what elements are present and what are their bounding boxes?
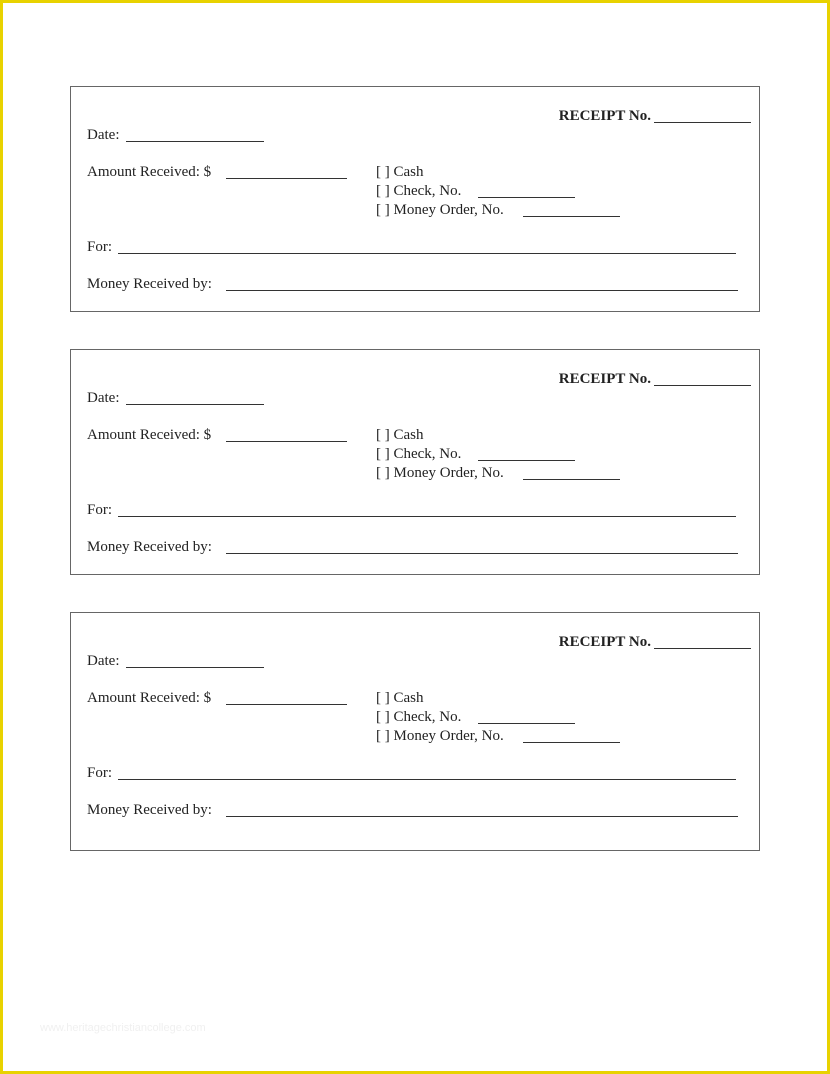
money-order-number-field[interactable]	[523, 479, 620, 480]
cash-checkbox[interactable]: [ ] Cash	[376, 164, 424, 180]
check-checkbox[interactable]: [ ] Check, No.	[376, 709, 462, 725]
cash-checkbox[interactable]: [ ] Cash	[376, 690, 424, 706]
receipt-number-label: RECEIPT No.	[558, 634, 651, 650]
receipt-number-field[interactable]	[654, 648, 751, 649]
amount-received-field[interactable]	[226, 441, 347, 442]
for-label: For:	[87, 765, 113, 781]
money-order-number-field[interactable]	[523, 742, 620, 743]
check-number-field[interactable]	[478, 197, 575, 198]
amount-received-field[interactable]	[226, 704, 347, 705]
date-field[interactable]	[126, 141, 264, 142]
check-number-field[interactable]	[478, 723, 575, 724]
receipt-number-label: RECEIPT No.	[558, 108, 651, 124]
money-order-checkbox[interactable]: [ ] Money Order, No.	[376, 465, 504, 481]
receipt-form-3	[70, 612, 760, 851]
receipt-form-2	[70, 349, 760, 575]
watermark: www.heritagechristiancollege.com	[40, 1022, 206, 1034]
for-field[interactable]	[118, 253, 736, 254]
receipt-number-label: RECEIPT No.	[558, 371, 651, 387]
date-label: Date:	[87, 390, 120, 406]
for-label: For:	[87, 239, 113, 255]
money-order-number-field[interactable]	[523, 216, 620, 217]
check-checkbox[interactable]: [ ] Check, No.	[376, 183, 462, 199]
received-by-field[interactable]	[226, 290, 738, 291]
date-field[interactable]	[126, 404, 264, 405]
date-label: Date:	[87, 127, 120, 143]
received-by-label: Money Received by:	[87, 539, 212, 555]
for-label: For:	[87, 502, 113, 518]
cash-checkbox[interactable]: [ ] Cash	[376, 427, 424, 443]
money-order-checkbox[interactable]: [ ] Money Order, No.	[376, 728, 504, 744]
received-by-field[interactable]	[226, 816, 738, 817]
amount-received-field[interactable]	[226, 178, 347, 179]
for-field[interactable]	[118, 779, 736, 780]
money-order-checkbox[interactable]: [ ] Money Order, No.	[376, 202, 504, 218]
received-by-label: Money Received by:	[87, 802, 212, 818]
received-by-label: Money Received by:	[87, 276, 212, 292]
received-by-field[interactable]	[226, 553, 738, 554]
receipt-form-1	[70, 86, 760, 312]
for-field[interactable]	[118, 516, 736, 517]
receipt-number-field[interactable]	[654, 122, 751, 123]
receipt-number-field[interactable]	[654, 385, 751, 386]
date-field[interactable]	[126, 667, 264, 668]
date-label: Date:	[87, 653, 120, 669]
amount-received-label: Amount Received: $	[87, 427, 212, 443]
check-number-field[interactable]	[478, 460, 575, 461]
amount-received-label: Amount Received: $	[87, 690, 212, 706]
amount-received-label: Amount Received: $	[87, 164, 212, 180]
check-checkbox[interactable]: [ ] Check, No.	[376, 446, 462, 462]
